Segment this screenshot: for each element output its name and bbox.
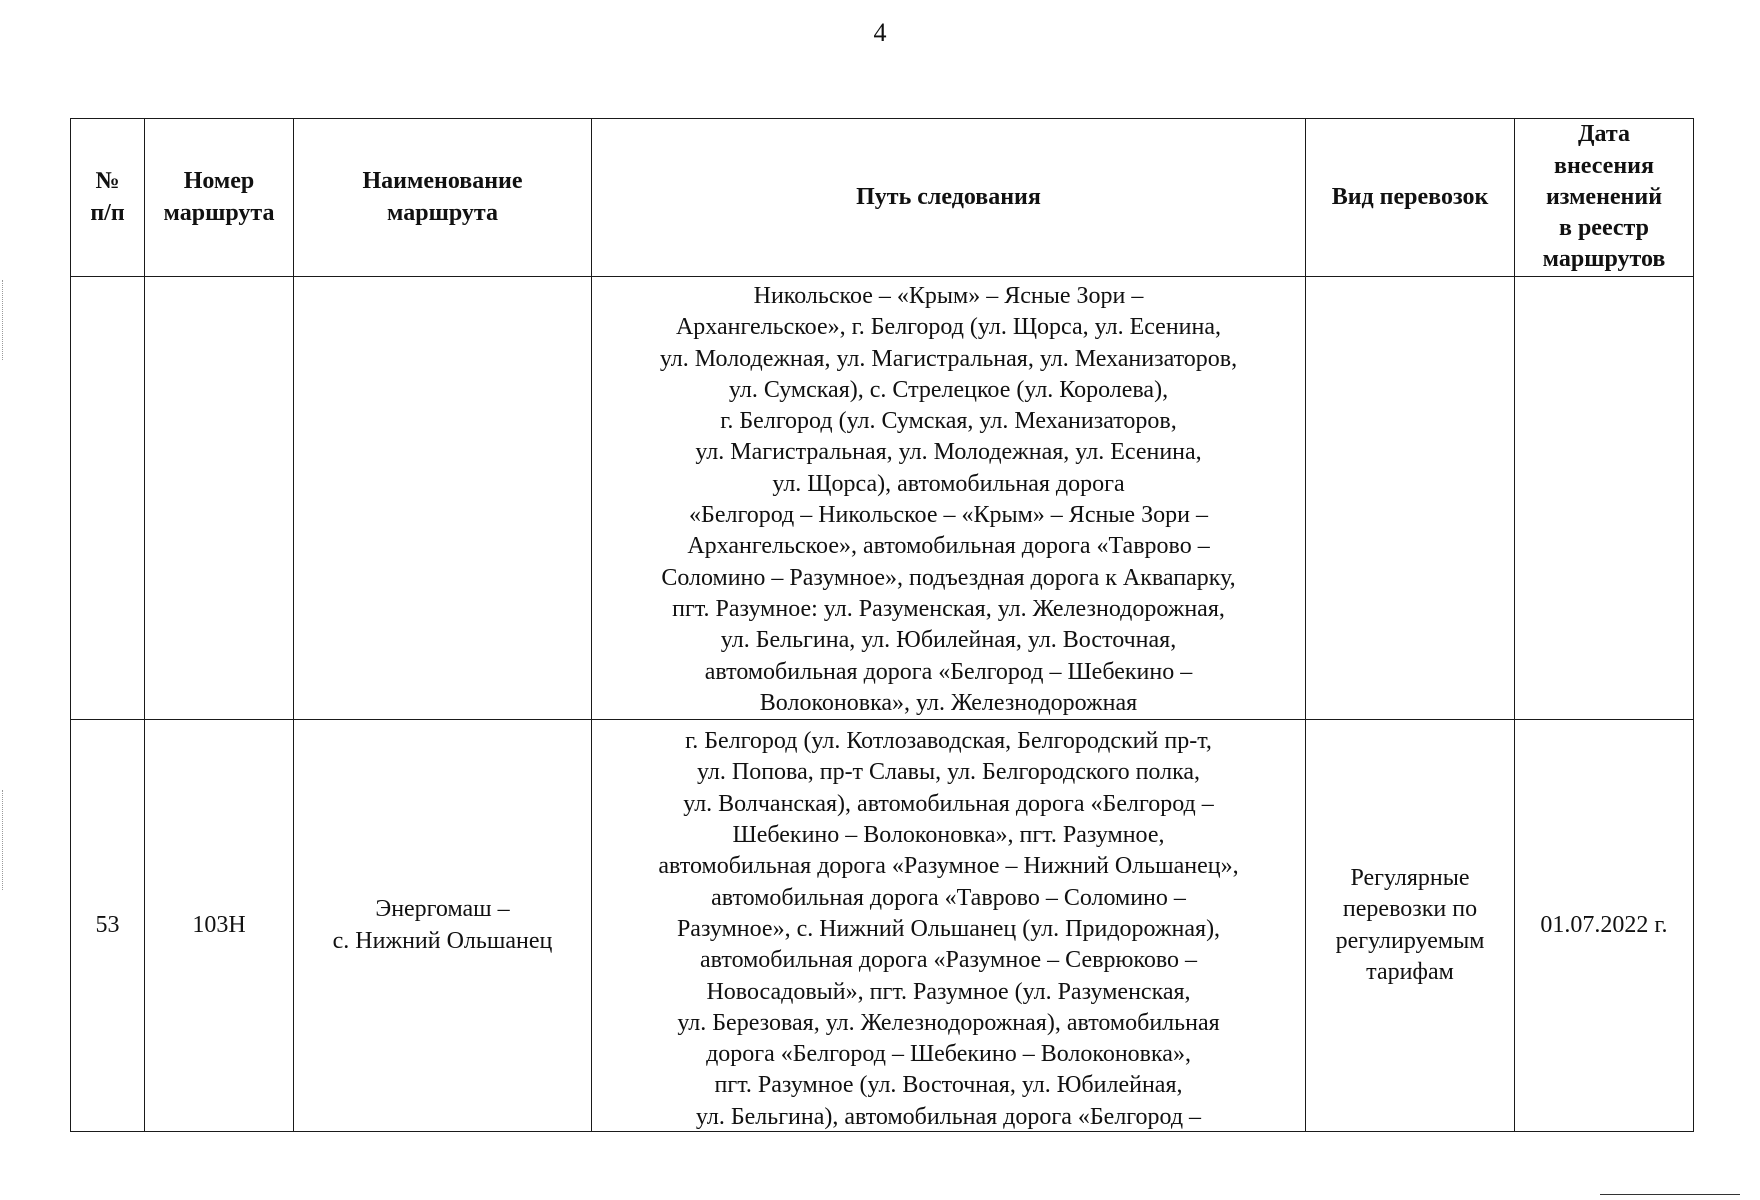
table-row <box>71 720 1694 1132</box>
cell-transport-type <box>1306 277 1515 720</box>
cell-route-name: Энергомаш – с. Нижний Ольшанец <box>294 720 592 1132</box>
header-transport-type: Вид перевозок <box>1306 119 1515 277</box>
table-row <box>71 277 1694 720</box>
cell-route-path: Никольское – «Крым» – Ясные Зори – Архангельское», г. Белгород (ул. Щорса, ул. Есенина, ул. Молодежная, ул. Магистральная, ул. Механизаторов, ул. Сумская), с. Стрелецкое (ул. Королева), г. Белгород (ул. Сумская, ул. Механизаторов, ул. Магистральная, ул. Молодежная, ул. Есенина, ул. Щорса), автомобильная дорога «Белгород – Никольское – «Крым» – Ясные Зори – Архангельское», автомобильная дорога «Таврово – Соломино – Разумное», подъездная дорога к Аквапарку, пгт. Разумное: ул. Разуменская, ул. Железнодорожная, ул. Бельгина, ул. Юбилейная, ул. Восточная, автомобильная дорога «Белгород – Шебекино – Волоконовка», ул. Железнодорожная <box>592 277 1306 720</box>
cell-route-number: 103Н <box>145 720 294 1132</box>
cell-registry-date: 01.07.2022 г. <box>1515 720 1694 1132</box>
header-route-name: Наименование маршрута <box>294 119 592 277</box>
footer-rule <box>1600 1194 1740 1195</box>
header-route-number: Номер маршрута <box>145 119 294 277</box>
page-number: 4 <box>873 18 887 47</box>
scan-edge-mark <box>2 280 13 360</box>
table-header-row <box>71 119 1694 277</box>
cell-route-number <box>145 277 294 720</box>
header-route-path: Путь следования <box>592 119 1306 277</box>
route-registry-table <box>70 118 1694 1132</box>
cell-no <box>71 277 145 720</box>
cell-route-path <box>592 720 1306 1132</box>
cell-no: 53 <box>71 720 145 1132</box>
route-path-text: г. Белгород (ул. Котлозаводская, Белгородский пр-т, ул. Попова, пр-т Славы, ул. Белгородского полка, ул. Волчанская), автомобильная дорога «Белгород – Шебекино – Волоконовка», пгт. Разумное, автомобильная дорога «Разумное – Нижний Ольшанец», автомобильная дорога «Таврово – Соломино – Разумное», с. Нижний Ольшанец (ул. Придорожная), автомобильная дорога «Разумное – Севрюково – Новосадовый», пгт. Разумное (ул. Разуменская, ул. Березовая, ул. Железнодорожная), автомобильная дорога «Белгород – Шебекино – Волоконовка», пгт. Разумное (ул. Восточная, ул. Юбилейная, ул. Бельгина), автомобильная дорога «Белгород – <box>658 728 1239 1130</box>
cell-registry-date <box>1515 277 1694 720</box>
header-no: № п/п <box>71 119 145 277</box>
cell-transport-type: Регулярные перевозки по регулируемым тарифам <box>1306 720 1515 1132</box>
header-registry-date: Дата внесения изменений в реестр маршрутов <box>1515 119 1694 277</box>
scan-edge-mark <box>2 790 13 890</box>
cell-route-name <box>294 277 592 720</box>
